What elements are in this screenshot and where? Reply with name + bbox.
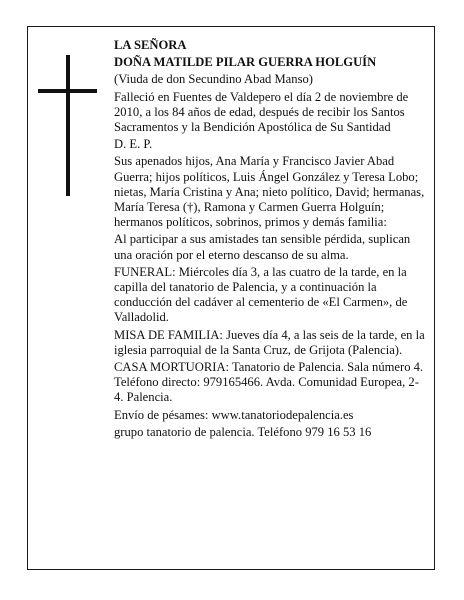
footer-line: grupo tanatorio de palencia. Teléfono 979 16 53 16 bbox=[114, 424, 372, 439]
funeral-paragraph: FUNERAL: Miércoles día 3, a las cuatro de la tarde, en la capilla del tanatorio de Palencia, y a continuación la conducción del cadáver al cementerio de «El Carmen», de Valladolid. bbox=[114, 264, 408, 325]
mortuary-paragraph: CASA MORTUORIA: Tanatorio de Palencia. Sala número 4. Teléfono directo: 979165466. Avda. Comunidad Europea, 2-4. Palencia. bbox=[114, 360, 424, 405]
notice-title: LA SEÑORA bbox=[114, 38, 187, 52]
widow-line: (Viuda de don Secundino Abad Manso) bbox=[114, 72, 313, 87]
cross-icon-bar bbox=[38, 89, 97, 93]
cross-icon bbox=[66, 55, 70, 196]
obituary-content bbox=[114, 38, 426, 442]
family-paragraph: Sus apenados hijos, Ana María y Francisco Javier Abad Guerra; hijos políticos, Luis Ángel González y Teresa Lobo; nietas, María Cristina y Ana; nieto político, David; hermanas, María Teresa (†), Ramona y Carmen Guerra Holguín; hermanos políticos, sobrinos, primos y demás familia: bbox=[114, 154, 425, 230]
deceased-name: DOÑA MATILDE PILAR GUERRA HOLGUÍN bbox=[114, 55, 377, 70]
dep-line: D. E. P. bbox=[114, 137, 153, 152]
request-paragraph: Al participar a sus amistades tan sensible pérdida, suplican una oración por el eterno descanso de su alma. bbox=[114, 232, 411, 262]
condolences-line: Envío de pésames: www.tanatoriodepalencia.es bbox=[114, 407, 354, 422]
mass-paragraph: MISA DE FAMILIA: Jueves día 4, a las seis de la tarde, en la iglesia parroquial de la Santa Cruz, de Grijota (Palencia). bbox=[114, 327, 425, 357]
death-paragraph: Falleció en Fuentes de Valdepero el día 2 de noviembre de 2010, a los 84 años de edad, después de recibir los Santos Sacramentos y la Bendición Apostólica de Su Santidad bbox=[114, 89, 409, 135]
